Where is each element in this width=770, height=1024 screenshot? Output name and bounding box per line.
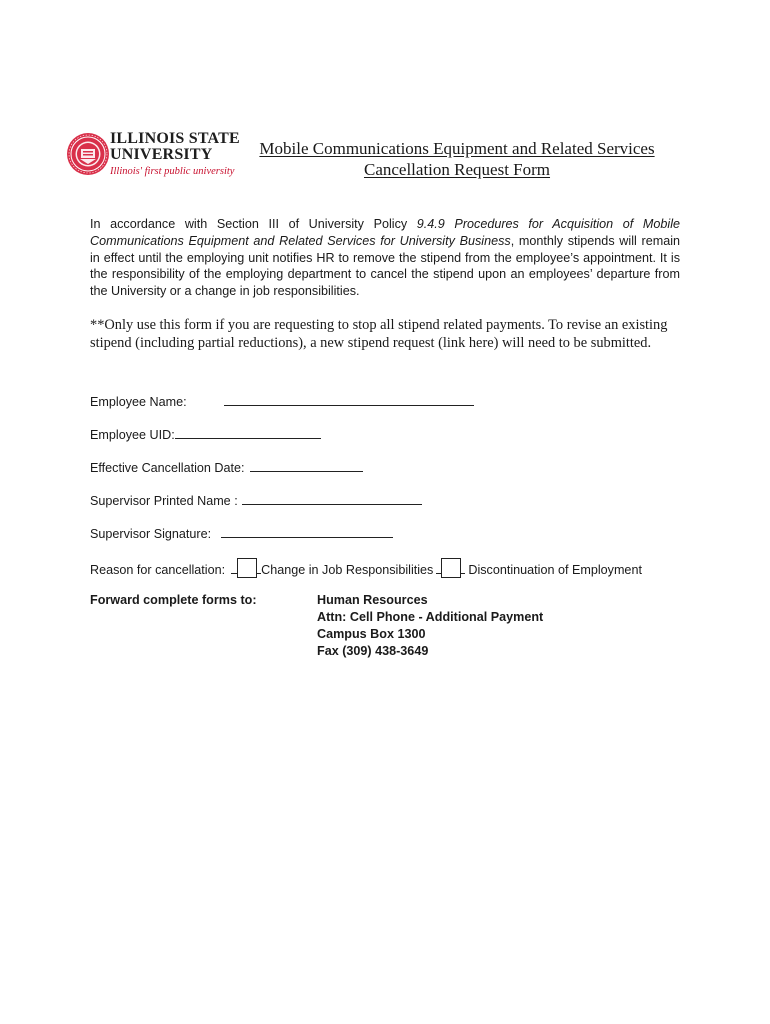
- employee-name-row: [90, 392, 474, 411]
- forward-address: [317, 592, 543, 660]
- form-title: [236, 138, 678, 180]
- reason-underline-4: [461, 561, 465, 574]
- supervisor-name-row: [90, 491, 422, 510]
- logo-tagline: Illinois' first public university: [110, 166, 235, 177]
- logo-wordmark: [110, 131, 240, 178]
- form-title-line1: Mobile Communications Equipment and Related Services: [259, 139, 655, 158]
- employee-uid-label: Employee UID:: [90, 428, 175, 442]
- logo-line-university: UNIVERSITY: [110, 146, 213, 163]
- address-line: Attn: Cell Phone - Additional Payment: [317, 610, 544, 624]
- intro-rest: , monthly stipends will remain in effect until the employing unit notifies HR to remove the stipend from the employee’s appointment. It is the responsibility of the employing department to cancel the stipend upon an employees’ departure from the University or a change in job responsibilities.: [90, 233, 680, 299]
- reason-label: Reason for cancellation:: [90, 563, 226, 577]
- employee-name-field[interactable]: [224, 392, 474, 406]
- effective-date-field[interactable]: [250, 458, 363, 472]
- policy-reference: 9.4.9 Procedures for Acquisition of Mobile Communications Equipment and Related Services for University Business: [90, 217, 681, 248]
- reason-row: [90, 558, 642, 579]
- forward-label: Forward complete forms to:: [90, 593, 257, 607]
- discontinuation-checkbox[interactable]: [441, 558, 461, 578]
- intro-paragraph: [90, 216, 680, 300]
- form-title-line2: Cancellation Request Form: [363, 160, 551, 179]
- employee-uid-field[interactable]: [175, 425, 321, 439]
- supervisor-signature-row: [90, 524, 393, 543]
- logo-line-illinois-state: ILLINOIS STATE: [110, 130, 240, 147]
- supervisor-name-label: Supervisor Printed Name :: [90, 494, 238, 508]
- supervisor-signature-field[interactable]: [221, 524, 393, 538]
- change-in-job-checkbox[interactable]: [237, 558, 257, 578]
- effective-date-label: Effective Cancellation Date:: [90, 461, 245, 475]
- address-line: Fax (309) 438-3649: [317, 644, 429, 658]
- intro-lead: In accordance with Section III of University Policy: [90, 217, 417, 231]
- supervisor-name-field[interactable]: [242, 491, 422, 505]
- employee-name-label: Employee Name:: [90, 395, 187, 409]
- university-logo: [66, 128, 240, 182]
- address-line: Campus Box 1300: [317, 627, 426, 641]
- supervisor-signature-label: Supervisor Signature:: [90, 527, 212, 541]
- address-line: Human Resources: [317, 593, 428, 607]
- employee-uid-row: [90, 425, 321, 444]
- usage-note: **Only use this form if you are requesting to stop all stipend related payments. To revise an existing stipend (including partial reductions), a new stipend request (link here) will need to be submitted.: [90, 317, 668, 351]
- effective-date-row: [90, 458, 363, 477]
- change-in-job-label: Change in Job Responsibilities: [261, 563, 434, 577]
- discontinuation-label: Discontinuation of Employment: [468, 563, 642, 577]
